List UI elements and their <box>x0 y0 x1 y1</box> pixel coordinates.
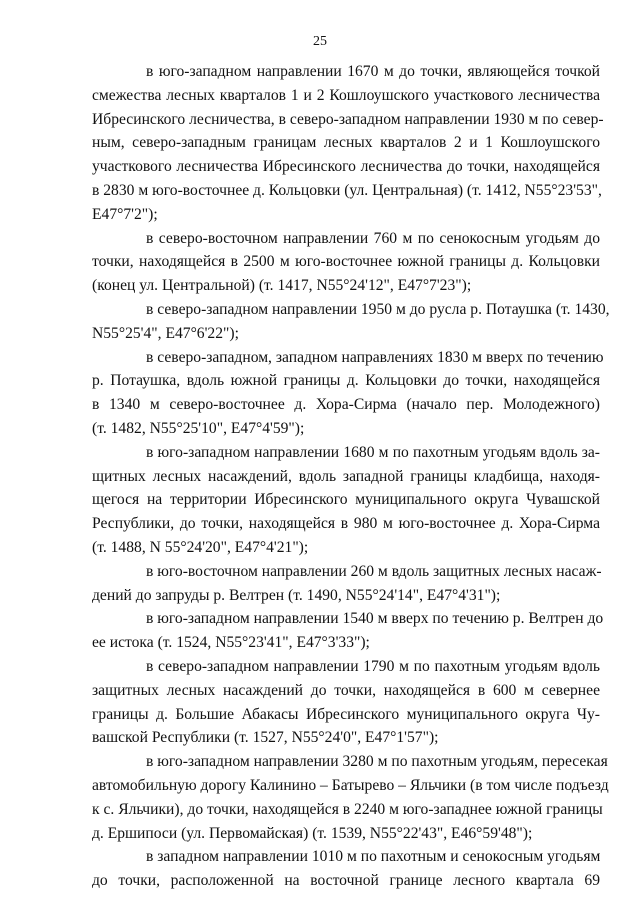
text-line: N55°25'4", E47°6'22"); <box>92 324 239 342</box>
paragraph <box>92 346 604 441</box>
text-line: до точки, расположенной на восточной границе лесного квартала 69 <box>92 872 600 890</box>
text-line: точки, находящейся в 2500 м юго-восточнее южной границы д. Кольцовки <box>92 253 600 271</box>
text-line: Ибресинского лесничества, в северо-западном направлении 1930 м по север- <box>92 110 604 128</box>
text-line: д. Ершипоси (ул. Первомайская) (т. 1539, N55°22'43", E46°59'48"); <box>92 824 533 842</box>
paragraph <box>92 607 604 655</box>
text-line: в юго-западном направлении 3280 м по пахотным угодьям, пересекая <box>146 753 608 771</box>
paragraph <box>92 845 600 893</box>
text-line: автомобильную дорогу Калинино – Батырево – Яльчики (в том числе подъезд <box>92 776 609 794</box>
text-line: границы д. Большие Абакасы Ибресинского муниципального округа Чу- <box>92 705 600 723</box>
paragraph <box>92 60 604 227</box>
paragraph <box>92 560 600 608</box>
text-line: ее истока (т. 1524, N55°23'41", E47°3'33"); <box>92 634 370 652</box>
document-body <box>92 60 610 893</box>
text-line: в 1340 м северо-восточнее д. Хора-Сирма (начало пер. Молодежного) <box>92 396 600 414</box>
text-line: (т. 1482, N55°25'10", E47°4'59"); <box>92 419 305 437</box>
paragraph <box>92 655 600 750</box>
text-line: в северо-восточном направлении 760 м по сенокосным угодьям до <box>146 229 600 247</box>
paragraph <box>92 227 600 298</box>
paragraph <box>92 441 600 560</box>
text-line: щегося на территории Ибресинского муниципального округа Чувашской <box>92 491 600 509</box>
text-line: ным, северо-западным границам лесных кварталов 2 и 1 Кошлоушского <box>92 134 600 152</box>
paragraph <box>92 298 610 346</box>
page-number: 25 <box>313 34 327 49</box>
text-line: дений до запруды р. Велтрен (т. 1490, N55°24'14", E47°4'31"); <box>92 586 501 604</box>
text-line: смежества лесных кварталов 1 и 2 Кошлоушского участкового лесничества <box>92 86 600 104</box>
text-line: (т. 1488, N 55°24'20", E47°4'21"); <box>92 538 309 556</box>
text-line: в 2830 м юго-восточнее д. Кольцовки (ул. Центральная) (т. 1412, N55°23'53", <box>92 181 602 199</box>
text-line: в юго-западном направлении 1680 м по пахотным угодьям вдоль за- <box>146 443 600 461</box>
text-line: E47°7'2"); <box>92 205 158 223</box>
text-line: в юго-западном направлении 1540 м вверх по течению р. Велтрен до <box>146 610 604 628</box>
text-line: защитных лесных насаждений до точки, находящейся в 600 м севернее <box>92 681 600 699</box>
text-line: к с. Яльчики), до точки, находящейся в 2240 м юго-западнее южной границы <box>92 800 603 818</box>
text-line: вашской Республики (т. 1527, N55°24'0", E47°1'57"); <box>92 729 439 747</box>
text-line: р. Потаушка, вдоль южной границы д. Кольцовки до точки, находящейся <box>92 372 600 390</box>
text-line: в западном направлении 1010 м по пахотным и сенокосным угодьям <box>146 848 601 866</box>
text-line: щитных лесных насаждений, вдоль западной границы кладбища, находя- <box>92 467 600 485</box>
text-line: в северо-западном направлении 1950 м до русла р. Потаушка (т. 1430, <box>146 300 610 318</box>
text-line: в северо-западном направлении 1790 м по пахотным угодьям вдоль <box>146 657 600 675</box>
text-line: участкового лесничества Ибресинского лесничества до точки, находящейся <box>92 158 600 176</box>
text-line: в юго-восточном направлении 260 м вдоль защитных лесных насаж- <box>146 562 602 580</box>
text-line: (конец ул. Центральной) (т. 1417, N55°24'12", E47°7'23"); <box>92 277 472 295</box>
text-line: в северо-западном, западном направлениях 1830 м вверх по течению <box>146 348 604 366</box>
text-line: Республики, до точки, находящейся в 980 м юго-восточнее д. Хора-Сирма <box>92 515 600 533</box>
paragraph <box>92 750 609 845</box>
text-line: в юго-западном направлении 1670 м до точки, являющейся точкой <box>146 63 600 80</box>
